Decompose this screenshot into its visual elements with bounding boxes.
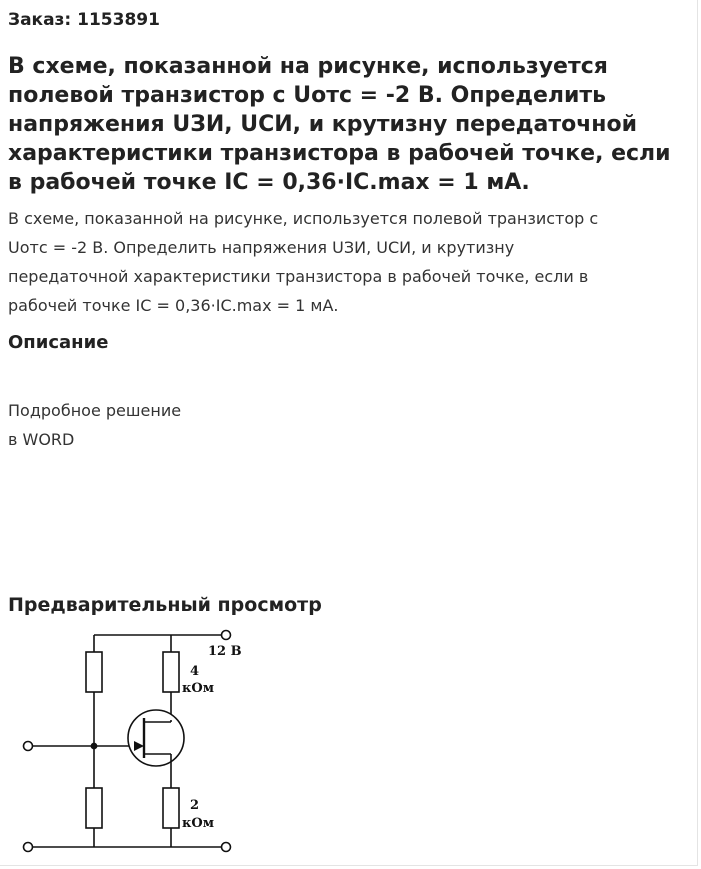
- problem-text-line: В схеме, показанной на рисунке, используется полевой транзистор с: [8, 209, 599, 228]
- ground-terminal-right: [222, 843, 231, 852]
- supply-voltage-label: 12 В: [208, 644, 242, 659]
- page-title: В схеме, показанной на рисунке, используется полевой транзистор с Uотс = -2 В. Определить напряжения UЗИ, UСИ, и крутизну передаточной характеристики транзистора в рабочей точке, если в рабочей точке IC = 0,36·IC.max = 1 мА.: [8, 54, 671, 195]
- junction-dot: [91, 743, 96, 748]
- drain-resistor-unit: кОм: [182, 681, 215, 696]
- order-number: Заказ: 1153891: [8, 10, 160, 30]
- resistor-drain: [163, 652, 179, 692]
- resistor-source: [163, 788, 179, 828]
- problem-text-line: рабочей точке IC = 0,36·IC.max = 1 мА.: [8, 296, 339, 315]
- description-line: в WORD: [8, 430, 75, 449]
- preview-heading: Предварительный просмотр: [8, 594, 322, 616]
- input-terminal: [24, 742, 33, 751]
- description-text: [8, 396, 181, 454]
- drain-resistor-value: 4: [190, 664, 200, 679]
- source-resistor-value: 2: [190, 798, 200, 813]
- source-resistor-unit: кОм: [182, 816, 215, 831]
- ground-terminal-left: [24, 843, 33, 852]
- description-heading: Описание: [8, 332, 109, 353]
- transistor-body: [128, 710, 184, 766]
- supply-terminal: [222, 631, 231, 640]
- description-line: Подробное решение: [8, 401, 182, 420]
- problem-text-line: Uотс = -2 В. Определить напряжения UЗИ, UСИ, и крутизну: [8, 238, 515, 257]
- circuit-schematic: [10, 618, 280, 864]
- resistor-lower-divider: [86, 788, 102, 828]
- problem-text-line: передаточной характеристики транзистора в рабочей точке, если в: [8, 267, 589, 286]
- resistor-upper-divider: [86, 652, 102, 692]
- problem-text: [8, 204, 688, 320]
